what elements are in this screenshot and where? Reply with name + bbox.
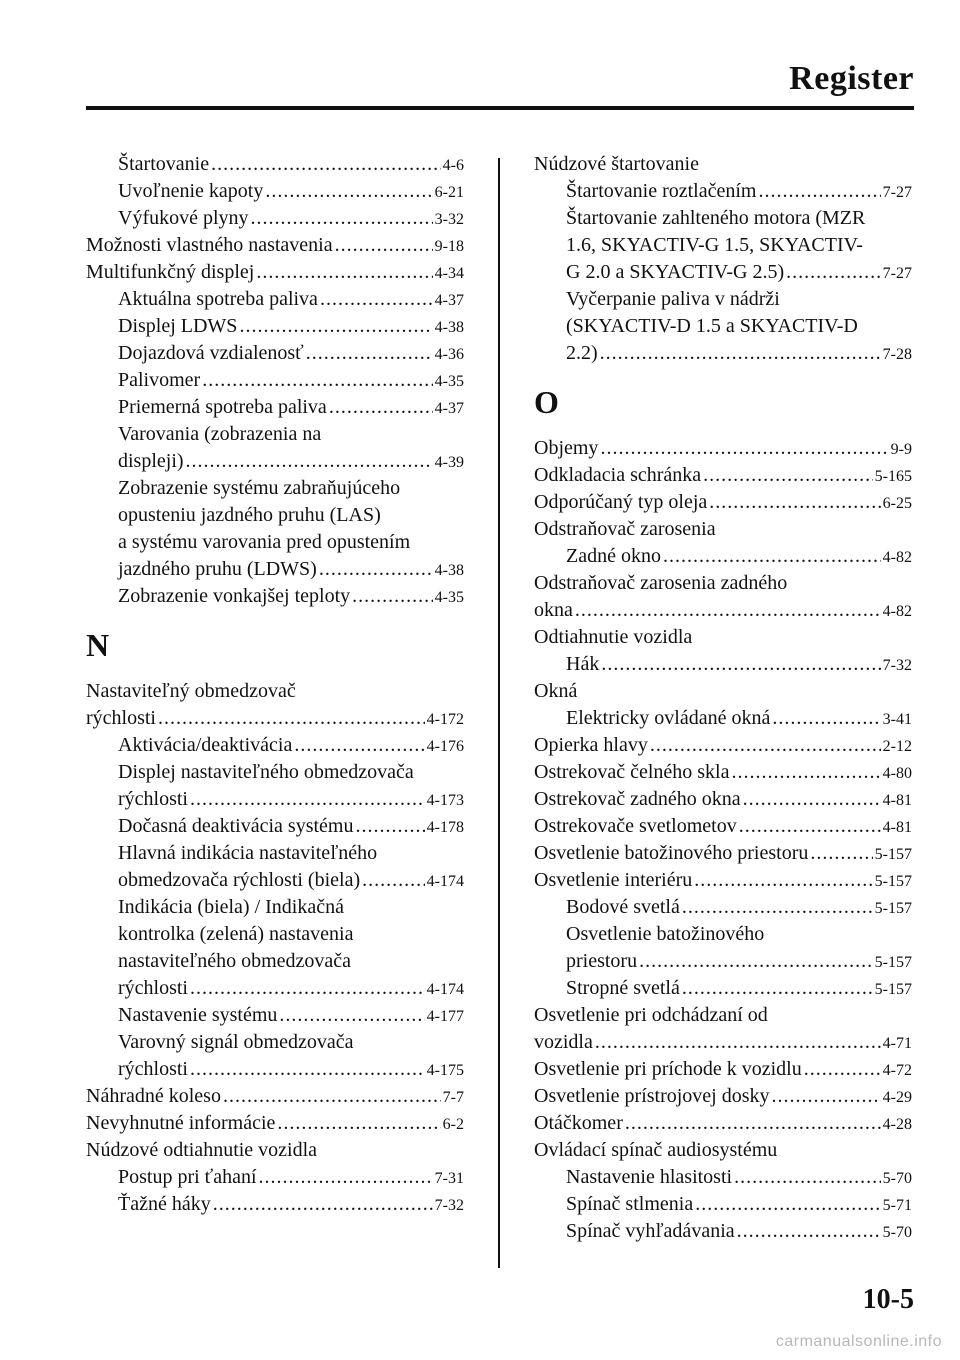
index-entry-page: 4-39 [434, 454, 464, 471]
index-entry-page: 4-37 [434, 400, 464, 417]
index-entry-page: 4-172 [426, 711, 464, 728]
index-entry [86, 153, 464, 180]
index-entry-heading: Indikácia (biela) / Indikačná [118, 896, 344, 918]
index-entry [86, 369, 464, 396]
dot-leader [786, 261, 881, 284]
index-entry [86, 396, 464, 423]
index-entry [86, 1166, 464, 1193]
dot-leader [731, 761, 880, 784]
index-entry-label: Možnosti vlastného nastavenia [86, 234, 333, 256]
index-entry-label: Priemerná spotreba paliva [118, 396, 327, 418]
index-entry-label: Uvoľnenie kapoty [118, 180, 264, 202]
index-entry-page: 7-32 [882, 657, 912, 674]
dot-leader [294, 734, 424, 757]
index-entry-label: Nastavenie hlasitosti [566, 1166, 733, 1188]
index-entry-page: 4-174 [426, 981, 464, 998]
index-entry-page: 6-25 [882, 495, 912, 512]
dot-leader [625, 1112, 881, 1135]
index-entry-heading: Varovný signál obmedzovača [118, 1031, 354, 1053]
index-entry-page: 4-82 [882, 549, 912, 566]
dot-leader [202, 369, 432, 392]
index-entry-label: priestoru [566, 950, 638, 972]
index-entry-page: 4-37 [434, 292, 464, 309]
column-divider [498, 158, 500, 1268]
index-entry [534, 491, 912, 518]
dot-leader [758, 180, 880, 203]
index-entry-label: Opierka hlavy [534, 734, 648, 756]
index-entry-label: Ťažné háky [118, 1193, 211, 1215]
index-entry [86, 788, 464, 815]
index-entry [534, 180, 912, 207]
dot-leader [772, 1085, 881, 1108]
index-entry-label: Aktivácia/deaktivácia [118, 734, 293, 756]
index-entry-label: rýchlosti [118, 788, 188, 810]
index-entry [534, 261, 912, 288]
index-entry-heading: a systému varovania pred opustením [118, 531, 411, 553]
index-entry-page: 4-38 [434, 319, 464, 336]
header-rule [86, 106, 914, 110]
index-entry-label: Bodové svetlá [566, 896, 680, 918]
index-entry-page: 4-36 [434, 346, 464, 363]
index-entry-label: Palivomer [118, 369, 201, 391]
index-entry-page: 5-165 [874, 468, 912, 485]
index-entry-page: 4-72 [882, 1062, 912, 1079]
index-entry-page: 3-32 [434, 211, 464, 228]
index-entry-heading: nastaviteľného obmedzovača [118, 950, 352, 972]
index-entry-heading: Štartovanie zahlteného motora (MZR [566, 207, 866, 229]
index-entry-label: G 2.0 a SKYACTIV-G 2.5) [566, 261, 785, 283]
dot-leader [804, 1058, 881, 1081]
index-entry-label: Nevyhnutné informácie [86, 1112, 276, 1134]
index-entry-label: Nastavenie systému [118, 1004, 278, 1026]
index-entry [534, 1031, 912, 1058]
index-entry-heading: (SKYACTIV-D 1.5 a SKYACTIV-D [566, 315, 858, 337]
index-entry [534, 1058, 912, 1085]
page-title: Register [789, 60, 914, 97]
index-column-left [86, 153, 464, 1220]
index-entry-page: 4-28 [882, 1116, 912, 1133]
index-entry-label: Objemy [534, 437, 599, 459]
index-entry-label: Osvetlenie prístrojovej dosky [534, 1085, 770, 1107]
index-entry-label: displeji) [118, 450, 184, 472]
index-entry [86, 977, 464, 1004]
index-entry-page: 4-35 [434, 373, 464, 390]
index-entry-label: Štartovanie roztlačením [566, 180, 757, 202]
dot-leader [595, 1031, 881, 1054]
index-entry [534, 653, 912, 680]
dot-leader [703, 464, 873, 487]
index-entry-label: Osvetlenie interiéru [534, 869, 693, 891]
index-entry [534, 1166, 912, 1193]
index-entry-label: Ostrekovače svetlometov [534, 815, 737, 837]
dot-leader [190, 788, 425, 811]
index-entry-heading: Okná [534, 680, 578, 702]
index-entry [86, 234, 464, 261]
index-entry [86, 1058, 464, 1085]
index-entry-label: Spínač vyhľadávania [566, 1220, 735, 1242]
index-entry-page: 7-7 [442, 1089, 464, 1106]
index-entry-label: Aktuálna spotreba paliva [118, 288, 318, 310]
index-entry-heading: Vyčerpanie paliva v nádrži [566, 288, 780, 310]
dot-leader [251, 207, 433, 230]
index-entry [534, 815, 912, 842]
index-entry-page: 5-157 [874, 981, 912, 998]
dot-leader [239, 315, 432, 338]
index-entry [534, 1085, 912, 1112]
index-entry-page: 5-157 [874, 900, 912, 917]
index-entry-heading: Odstraňovač zarosenia [534, 518, 716, 540]
index-entry-label: Zadné okno [566, 545, 661, 567]
dot-leader [186, 450, 433, 473]
index-entry-heading: Displej nastaviteľného obmedzovača [118, 761, 414, 783]
dot-leader [259, 1166, 433, 1189]
dot-leader [265, 180, 432, 203]
index-entry-page: 4-80 [882, 765, 912, 782]
dot-leader [682, 896, 873, 919]
index-entry [534, 869, 912, 896]
index-entry [86, 1085, 464, 1112]
index-entry [86, 558, 464, 585]
dot-leader [320, 288, 433, 311]
index-entry-label: Multifunkčný displej [86, 261, 255, 283]
dot-leader [306, 342, 433, 365]
index-entry-page: 5-70 [882, 1170, 912, 1187]
dot-leader [734, 1166, 881, 1189]
dot-leader [329, 396, 433, 419]
index-entry-label: Štartovanie [118, 153, 210, 175]
index-entry-page: 4-176 [426, 738, 464, 755]
index-entry-page: 4-6 [442, 157, 464, 174]
index-entry-heading: kontrolka (zelená) nastavenia [118, 923, 354, 945]
index-entry-heading: Ovládací spínač audiosystému [534, 1139, 778, 1161]
index-entry [534, 950, 912, 977]
index-entry [534, 734, 912, 761]
dot-leader [355, 815, 424, 838]
index-entry-label: Elektricky ovládané okná [566, 707, 771, 729]
index-entry-page: 5-157 [874, 873, 912, 890]
dot-leader [600, 342, 881, 365]
dot-leader [279, 1004, 424, 1027]
dot-leader [211, 153, 441, 176]
index-entry-heading: Nastaviteľný obmedzovač [86, 680, 296, 702]
index-entry-label: Ostrekovač zadného okna [534, 788, 741, 810]
index-entry [534, 437, 912, 464]
dot-leader [600, 437, 888, 460]
index-entry [86, 585, 464, 612]
dot-leader [695, 1193, 880, 1216]
index-entry [86, 815, 464, 842]
index-entry [86, 869, 464, 896]
index-entry-label: Postup pri ťahaní [118, 1166, 257, 1188]
index-entry-heading: Núdzové štartovanie [534, 153, 699, 175]
index-entry [86, 1004, 464, 1031]
index-entry [534, 761, 912, 788]
dot-leader [810, 842, 872, 865]
dot-leader [737, 1220, 881, 1243]
index-entry-page: 6-2 [442, 1116, 464, 1133]
index-entry [534, 896, 912, 923]
index-entry-page: 4-178 [426, 819, 464, 836]
dot-leader [256, 261, 432, 284]
dot-leader [739, 815, 881, 838]
index-entry-label: Osvetlenie batožinového priestoru [534, 842, 809, 864]
index-entry-page: 3-41 [882, 711, 912, 728]
page-number: 10-5 [862, 1284, 914, 1315]
index-entry-heading: 1.6, SKYACTIV-G 1.5, SKYACTIV- [566, 234, 863, 256]
index-entry [86, 707, 464, 734]
dot-leader [190, 977, 425, 1000]
dot-leader [772, 707, 880, 730]
index-entry [534, 707, 912, 734]
dot-leader [601, 653, 880, 676]
index-entry [86, 342, 464, 369]
index-entry [86, 180, 464, 207]
index-entry [534, 1220, 912, 1247]
index-entry-page: 4-81 [882, 819, 912, 836]
index-entry-heading: Hlavná indikácia nastaviteľného [118, 842, 378, 864]
index-entry-page: 4-175 [426, 1062, 464, 1079]
index-entry-page: 4-35 [434, 589, 464, 606]
index-entry-page: 4-177 [426, 1008, 464, 1025]
index-entry-label: Ostrekovač čelného skla [534, 761, 730, 783]
index-entry-label: Otáčkomer [534, 1112, 623, 1134]
dot-leader [277, 1112, 440, 1135]
index-entry-heading: Osvetlenie pri odchádzaní od [534, 1004, 768, 1026]
dot-leader [352, 585, 433, 608]
index-entry [534, 842, 912, 869]
index-entry-page: 7-32 [434, 1197, 464, 1214]
dot-leader [682, 977, 873, 1000]
index-entry-page: 7-27 [882, 265, 912, 282]
dot-leader [743, 788, 881, 811]
index-entry-label: Zobrazenie vonkajšej teploty [118, 585, 351, 607]
index-entry [86, 1193, 464, 1220]
index-entry-heading: Odstraňovač zarosenia zadného [534, 572, 788, 594]
dot-leader [335, 234, 433, 257]
index-entry-label: jazdného pruhu (LDWS) [118, 558, 317, 580]
dot-leader [223, 1085, 441, 1108]
index-entry [534, 342, 912, 369]
index-entry-page: 9-9 [890, 441, 912, 458]
dot-leader [709, 491, 880, 514]
dot-leader [319, 558, 433, 581]
index-entry-heading: Zobrazenie systému zabraňujúceho [118, 477, 401, 499]
dot-leader [362, 869, 425, 892]
dot-leader [639, 950, 873, 973]
index-entry-label: Odporúčaný typ oleja [534, 491, 708, 513]
index-entry-label: Dojazdová vzdialenosť [118, 342, 304, 364]
index-entry-label: Osvetlenie pri príchode k vozidlu [534, 1058, 802, 1080]
index-entry [534, 977, 912, 1004]
index-entry-page: 7-28 [882, 346, 912, 363]
index-entry-page: 4-71 [882, 1035, 912, 1052]
index-entry [534, 788, 912, 815]
index-entry-page: 9-18 [434, 238, 464, 255]
watermark-text: carmanualsonline.info [775, 1333, 942, 1350]
index-entry-page: 5-157 [874, 846, 912, 863]
index-entry [86, 261, 464, 288]
index-entry-page: 4-29 [882, 1089, 912, 1106]
index-entry-label: rýchlosti [86, 707, 156, 729]
dot-leader [158, 707, 425, 730]
index-entry-page: 4-173 [426, 792, 464, 809]
dot-leader [663, 545, 881, 568]
index-entry-heading: Varovania (zobrazenia na [118, 423, 322, 445]
index-entry [86, 734, 464, 761]
dot-leader [575, 599, 881, 622]
index-entry-label: Displej LDWS [118, 315, 238, 337]
index-entry [86, 207, 464, 234]
index-entry-label: Výfukové plyny [118, 207, 249, 229]
index-entry [534, 1193, 912, 1220]
index-entry [534, 545, 912, 572]
index-entry-page: 4-34 [434, 265, 464, 282]
index-entry-page: 5-70 [882, 1224, 912, 1241]
index-entry-page: 7-27 [882, 184, 912, 201]
index-entry-label: Hák [566, 653, 600, 675]
index-column-right [534, 153, 912, 1247]
index-entry [86, 315, 464, 342]
index-entry-page: 5-157 [874, 954, 912, 971]
index-entry-label: Dočasná deaktivácia systému [118, 815, 354, 837]
index-entry-heading: Núdzové odtiahnutie vozidla [86, 1139, 318, 1161]
index-entry-page: 6-21 [434, 184, 464, 201]
index-entry-page: 7-31 [434, 1170, 464, 1187]
index-entry [86, 288, 464, 315]
index-entry-page: 4-81 [882, 792, 912, 809]
index-entry [534, 464, 912, 491]
index-entry-label: rýchlosti [118, 1058, 188, 1080]
dot-leader [694, 869, 872, 892]
index-letter-heading: O [534, 384, 559, 420]
index-entry-label: Náhradné koleso [86, 1085, 221, 1107]
index-entry-label: Spínač stlmenia [566, 1193, 694, 1215]
index-entry [86, 1112, 464, 1139]
index-entry-heading: Osvetlenie batožinového [566, 923, 765, 945]
index-entry-page: 4-38 [434, 562, 464, 579]
index-entry [534, 599, 912, 626]
dot-leader [190, 1058, 425, 1081]
dot-leader [650, 734, 881, 757]
index-entry-label: rýchlosti [118, 977, 188, 999]
index-entry-heading: opusteniu jazdného pruhu (LAS) [118, 504, 381, 526]
index-entry-label: Odkladacia schránka [534, 464, 702, 486]
index-entry-page: 5-71 [882, 1197, 912, 1214]
index-entry-label: okna [534, 599, 573, 621]
index-entry-label: 2.2) [566, 342, 598, 364]
index-entry-label: Stropné svetlá [566, 977, 680, 999]
index-entry-label: obmedzovača rýchlosti (biela) [118, 869, 361, 891]
index-entry [86, 450, 464, 477]
index-entry-label: vozidla [534, 1031, 593, 1053]
index-letter-heading: N [86, 627, 110, 663]
index-entry-page: 4-174 [426, 873, 464, 890]
dot-leader [213, 1193, 433, 1216]
index-entry-page: 2-12 [882, 738, 912, 755]
index-entry-page: 4-82 [882, 603, 912, 620]
index-entry-heading: Odtiahnutie vozidla [534, 626, 693, 648]
index-entry [534, 1112, 912, 1139]
